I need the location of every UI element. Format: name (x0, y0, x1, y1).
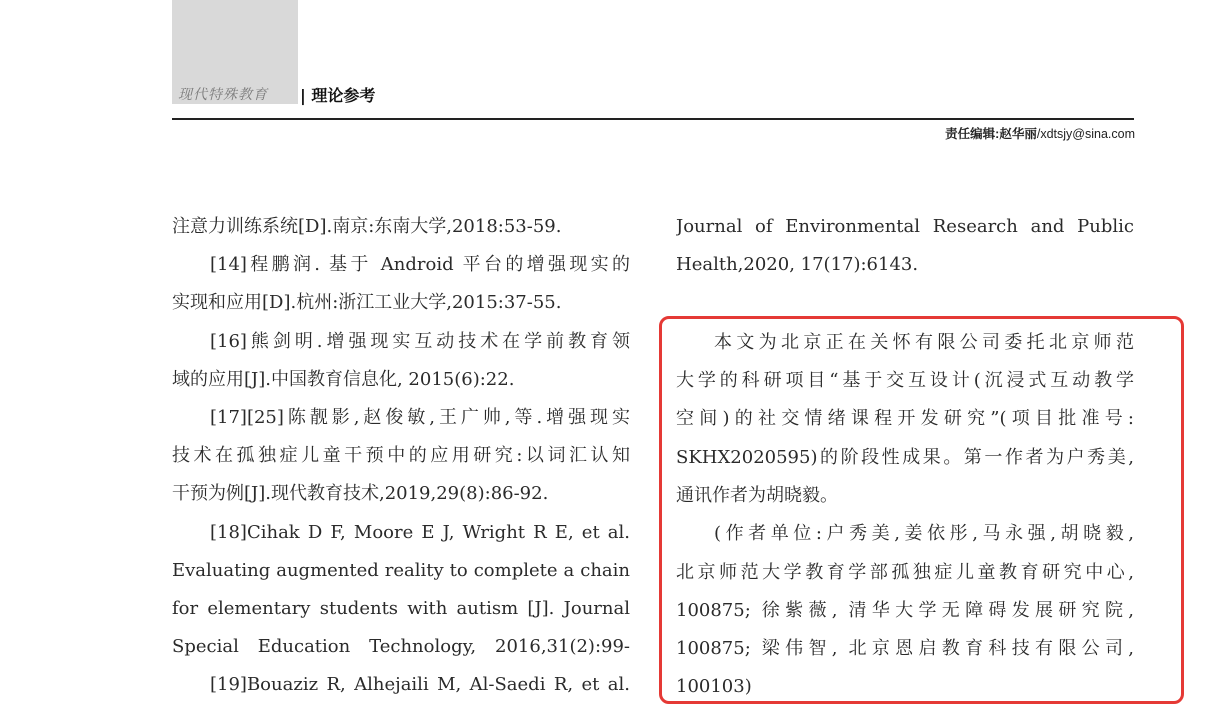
note-line: 北京师范大学教育学部孤独症儿童教育研究中心, (676, 561, 1134, 583)
note-line: 100875; 徐紫薇, 清华大学无障碍发展研究院, (676, 599, 1134, 621)
note-line: 本文为北京正在关怀有限公司委托北京师范 (714, 332, 1134, 353)
note-line: SKHX2020595)的阶段性成果。第一作者为户秀美, (676, 446, 1134, 468)
note-line: 100103) (676, 676, 752, 698)
reference-line: Special Education Technology, 2016,31(2):99- (172, 636, 630, 658)
reference-line: 技术在孤独症儿童干预中的应用研究:以词汇认知 (172, 445, 630, 467)
reference-line: [14]程鹏润. 基于 Android 平台的增强现实的 (210, 254, 630, 276)
right-column (676, 208, 1134, 284)
reference-line: for elementary students with autism [J]. Journal (172, 597, 630, 619)
left-column (172, 208, 630, 705)
reference-line: Evaluating augmented reality to complete a chain (172, 559, 630, 581)
header-divider (172, 118, 1134, 120)
reference-line: 干预为例[J].现代教育技术,2019,29(8):86-92. (172, 483, 549, 505)
reference-line: Journal of Environmental Research and Public (676, 216, 1134, 237)
editor-credit (945, 124, 1135, 142)
section-title: | 理论参考 (300, 86, 376, 105)
editor-name: 赵华丽 (999, 127, 1037, 141)
funding-note (676, 324, 1134, 707)
editor-label: 责任编辑: (945, 127, 1000, 141)
note-line: 100875; 梁伟智, 北京恩启教育科技有限公司, (676, 637, 1134, 659)
note-line: 大学的科研项目“基于交互设计(沉浸式互动教学 (676, 370, 1134, 392)
reference-line: Health,2020, 17(17):6143. (676, 254, 919, 276)
reference-line: 注意力训练系统[D].南京:东南大学,2018:53-59. (172, 216, 562, 237)
note-line: (作者单位:户秀美,姜依彤,马永强,胡晓毅, (714, 523, 1134, 545)
reference-line: [19]Bouaziz R, Alhejaili M, Al-Saedi R, et al. (210, 674, 630, 696)
reference-line: [17][25]陈靓影,赵俊敏,王广帅,等.增强现实 (210, 406, 630, 428)
note-line: 空间)的社交情绪课程开发研究”(项目批准号: (676, 408, 1134, 430)
reference-line: 域的应用[J].中国教育信息化, 2015(6):22. (172, 368, 515, 390)
note-line: 通讯作者为胡晓毅。 (676, 484, 838, 506)
editor-email: /xdtsjy@sina.com (1036, 127, 1135, 141)
reference-line: [16]熊剑明.增强现实互动技术在学前教育领 (210, 330, 630, 352)
reference-line: 实现和应用[D].杭州:浙江工业大学,2015:37-55. (172, 292, 562, 314)
reference-line: [18]Cihak D F, Moore E J, Wright R E, et al. (210, 521, 630, 543)
journal-name: 现代特殊教育 (178, 87, 268, 103)
